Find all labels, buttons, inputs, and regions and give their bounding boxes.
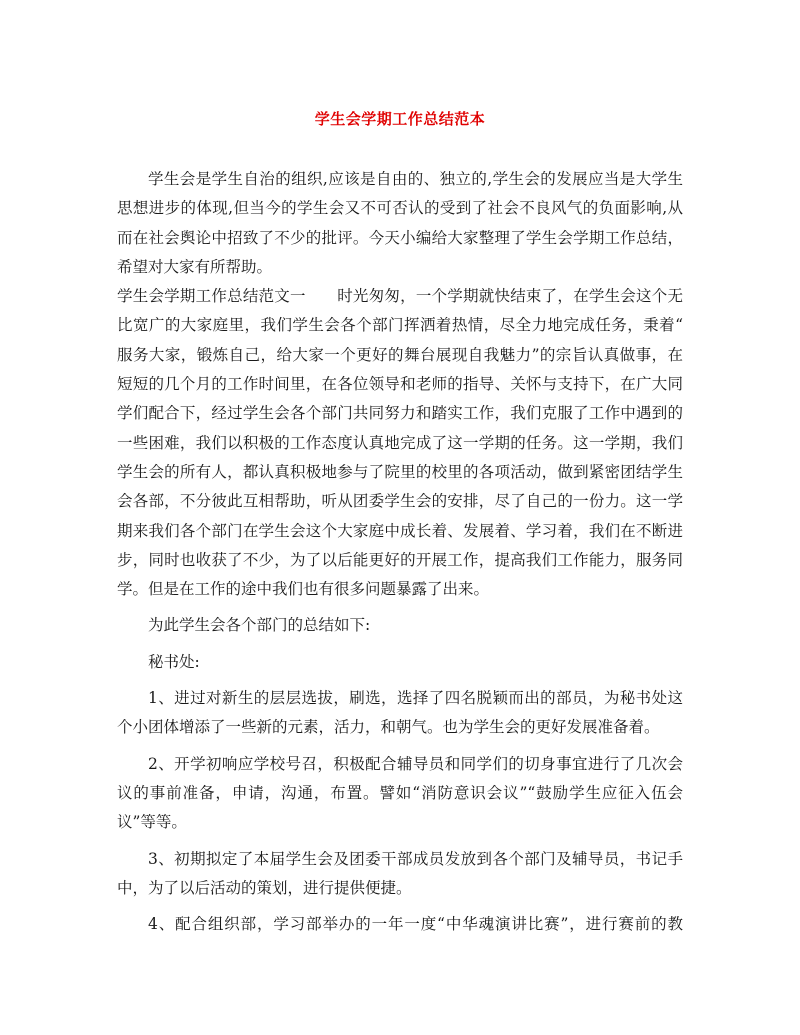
list-item-line: 1、进过对新生的层层选拔，刷选，选择了四名脱颖而出的部员，为秘书处这 xyxy=(148,689,683,708)
text-line: 步，同时也收获了不少，为了以后能更好的开展工作，提高我们工作能力，服务同 xyxy=(117,550,683,569)
text-line: 学生会学期工作总结范文一 时光匆匆，一个学期就快结束了，在学生会这个无 xyxy=(117,287,683,306)
list-item-line: 2、开学初响应学校号召，积极配合辅导员和同学们的切身事宜进行了几次会 xyxy=(148,754,683,773)
section-heading: 为此学生会各个部门的总结如下: xyxy=(148,616,371,635)
text-line: 比宽广的大家庭里，我们学生会各个部门挥洒着热情，尽全力地完成任务，秉着“ xyxy=(117,316,683,335)
list-item-line: 4、配合组织部，学习部举办的一年一度“中华魂演讲比赛”，进行赛前的教 xyxy=(148,915,683,934)
text-line: 学生会的所有人，都认真积极地参与了院里的校里的各项活动，做到紧密团结学生 xyxy=(117,462,683,481)
text-line: 希望对大家有所帮助。 xyxy=(117,257,273,276)
document-body xyxy=(117,165,683,939)
list-item-line: 议”等等。 xyxy=(117,813,187,832)
text-line: 服务大家，锻炼自己，给大家一个更好的舞台展现自我魅力”的宗旨认真做事，在 xyxy=(117,345,683,364)
list-item-line: 中，为了以后活动的策划，进行提供便捷。 xyxy=(117,878,412,897)
text-line: 期来我们各个部门在学生会这个大家庭中成长着、发展着、学习着，我们在不断进 xyxy=(117,521,683,540)
text-line: 学。但是在工作的途中我们也有很多问题暴露了出来。 xyxy=(117,580,490,599)
section-heading: 秘书处: xyxy=(148,652,200,671)
text-line: 短短的几个月的工作时间里，在各位领导和老师的指导、关怀与支持下，在广大同 xyxy=(117,375,683,394)
list-item-line: 个小团体增添了一些新的元素，活力，和朝气。也为学生会的更好发展准备着。 xyxy=(117,718,660,737)
list-item-line: 议的事前准备，申请，沟通，布置。譬如“消防意识会议”“鼓励学生应征入伍会 xyxy=(117,783,683,802)
list-item-line: 3、初期拟定了本届学生会及团委干部成员发放到各个部门及辅导员，书记手 xyxy=(148,849,683,868)
text-line: 一些困难，我们以积极的工作态度认真地完成了这一学期的任务。这一学期，我们 xyxy=(117,433,683,452)
text-line: 学们配合下，经过学生会各个部门共同努力和踏实工作，我们克服了工作中遇到的 xyxy=(117,404,683,423)
text-line: 而在社会舆论中招致了不少的批评。今天小编给大家整理了学生会学期工作总结， xyxy=(117,228,683,247)
text-line: 学生会是学生自治的组织,应该是自由的、独立的,学生会的发展应当是大学生 xyxy=(148,170,683,188)
text-line: 会各部，不分彼此互相帮助，听从团委学生会的安排，尽了自己的一份力。这一学 xyxy=(117,492,683,511)
text-line: 思想进步的体现,但当今的学生会又不可否认的受到了社会不良风气的负面影响,从 xyxy=(117,199,683,218)
document-title: 学生会学期工作总结范本 xyxy=(314,110,486,128)
